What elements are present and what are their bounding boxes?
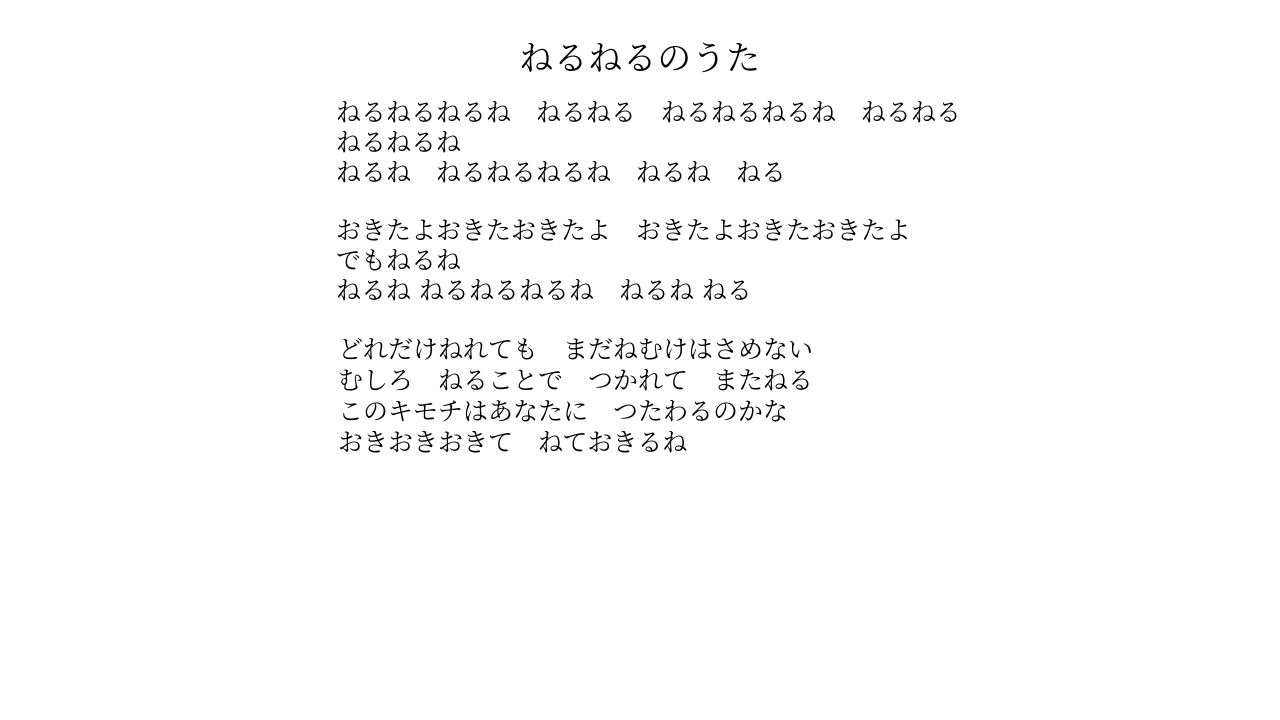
lyrics-body: [336, 98, 1216, 458]
lyrics-line: でもねるね: [336, 246, 462, 275]
lyrics-line: おきおきおきて ねておきるね: [338, 428, 688, 457]
lyrics-line: ねるねるねるね ねるねる ねるねるねるね ねるねる: [336, 98, 962, 127]
lyrics-line: おきたよおきたおきたよ おきたよおきたおきたよ: [336, 216, 912, 245]
lyrics-line: ねるねるね: [336, 128, 462, 157]
lyrics-line: このキモチはあなたに つたわるのかな: [338, 397, 789, 426]
lyrics-verse: [336, 216, 1216, 306]
lyrics-line: どれだけねれても まだねむけはさめない: [338, 335, 814, 364]
lyrics-line: ねるね ねるねるねるね ねるね ねる: [336, 158, 787, 187]
lyrics-line: ねるね ねるねるねるね ねるね ねる: [336, 276, 752, 305]
lyrics-line: むしろ ねることで つかれて またねる: [338, 366, 814, 395]
lyrics-verse: [336, 98, 1216, 188]
lyrics-verse: [336, 334, 1216, 458]
page-title: ねるねるのうた: [519, 38, 761, 79]
